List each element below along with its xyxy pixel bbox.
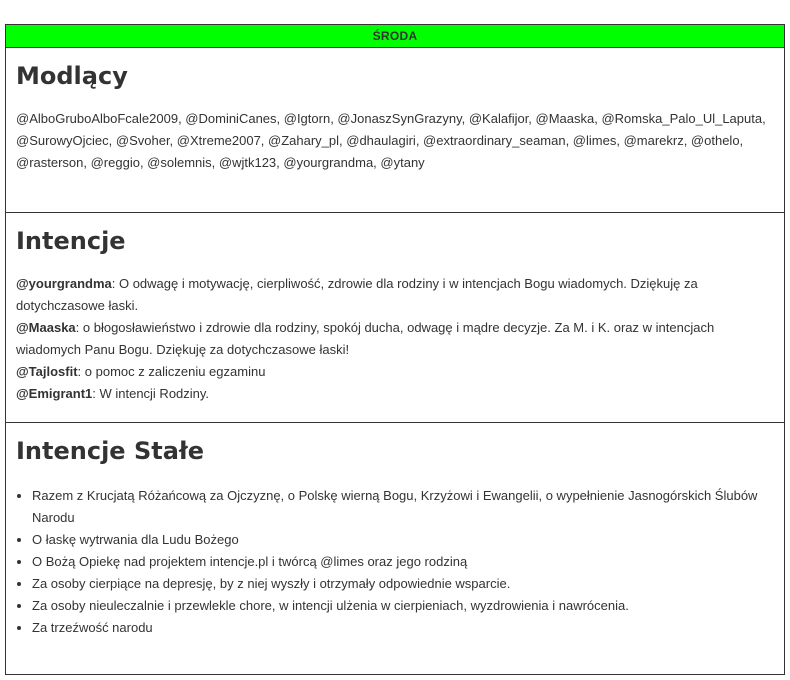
section-title-intencje-stale: Intencje Stałe xyxy=(16,437,205,465)
list-item: • O łaskę wytrwania dla Ludu Bożego xyxy=(32,529,774,551)
intention-item xyxy=(16,383,774,405)
list-item: • Za osoby cierpiące na depresję, by z niej wyszły i otrzymały odpowiednie wsparcie. xyxy=(32,573,774,595)
section-intencje xyxy=(6,213,784,423)
intention-text: : o błogosławieństwo i zdrowie dla rodziny, spokój ducha, odwagę i mądre decyzje. Za M. i K. oraz w intencjach wiadomych Panu Bogu. Dziękuję za dotychczasowe łaski! xyxy=(16,320,715,357)
day-card xyxy=(5,24,785,675)
list-item: • O Bożą Opiekę nad projektem intencje.pl i twórcą @limes oraz jego rodziną xyxy=(32,551,774,573)
section-modlacy xyxy=(6,48,784,213)
intention-text: : o pomoc z zaliczeniu egzaminu xyxy=(77,364,266,379)
intention-author[interactable]: @Emigrant1 xyxy=(16,386,93,401)
intention-author[interactable]: @Maaska xyxy=(16,320,76,335)
list-item: • Za trzeźwość narodu xyxy=(32,617,774,639)
permanent-intentions-list xyxy=(16,485,774,639)
intentions-list xyxy=(16,273,774,405)
praying-people-list: @AlboGruboAlboFcale2009, @DominiCanes, @Igtorn, @JonaszSynGrazyny, @Kalafijor, @Maaska, @Romska_Palo_Ul_Laputa, @SurowyOjciec, @Svoher, @Xtreme2007, @Zahary_pl, @dhaulagiri, @extraordinary_seaman, @limes, @marekrz, @othelo, @rasterson, @reggio, @solemnis, @wjtk123, @yourgrandma, @ytany xyxy=(16,111,766,170)
section-title-intencje: Intencje xyxy=(16,227,126,255)
section-intencje-stale xyxy=(6,423,784,675)
intention-item xyxy=(16,317,774,361)
intention-author[interactable]: @yourgrandma xyxy=(16,276,112,291)
section-title-modlacy: Modlący xyxy=(16,62,128,90)
intention-item xyxy=(16,273,774,317)
intention-text: : W intencji Rodziny. xyxy=(92,386,210,401)
day-header: ŚRODA xyxy=(6,25,784,48)
list-item: • Za osoby nieuleczalnie i przewlekle chore, w intencji ulżenia w cierpieniach, wyzdrowienia i nawrócenia. xyxy=(32,595,774,617)
intention-text: : O odwagę i motywację, cierpliwość, zdrowie dla rodziny i w intencjach Bogu wiadomych. Dziękuję za dotychczasowe łaski. xyxy=(16,276,698,313)
intention-item xyxy=(16,361,774,383)
list-item: • Razem z Krucjatą Różańcową za Ojczyznę, o Polskę wierną Bogu, Krzyżowi i Ewangelii, o wypełnienie Jasnogórskich Ślubów Narodu xyxy=(32,485,774,529)
intention-author[interactable]: @Tajlosfit xyxy=(16,364,78,379)
